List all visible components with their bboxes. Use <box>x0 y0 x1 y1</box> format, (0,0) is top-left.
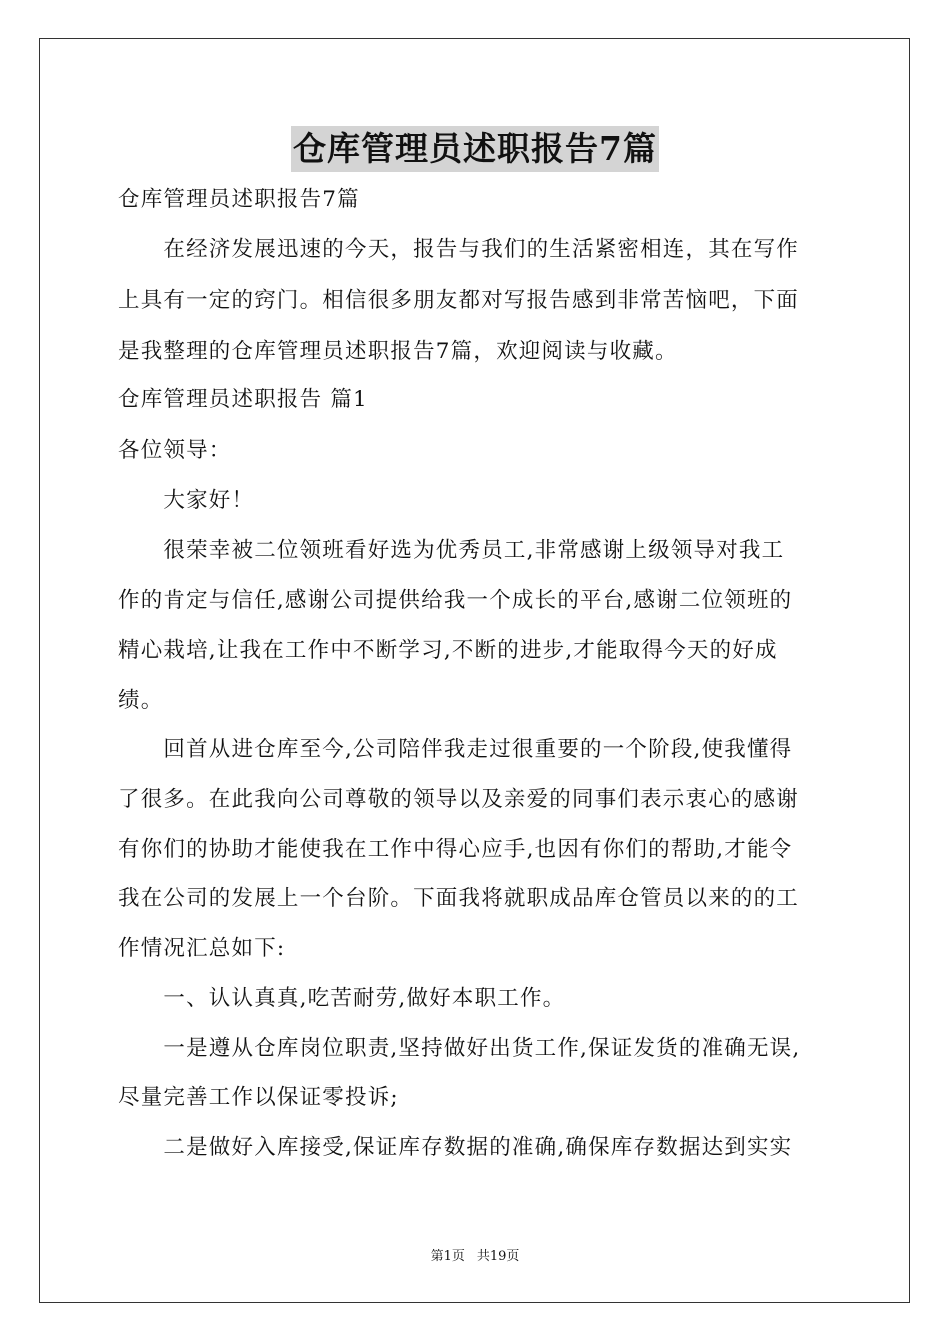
body-line: 在经济发展迅速的今天，报告与我们的生活紧密相连，其在写作 <box>118 237 800 262</box>
body-line: 回首从进仓库至今,公司陪伴我走过很重要的一个阶段,使我懂得 <box>118 737 793 762</box>
list-heading: 一、认认真真,吃苦耐劳,做好本职工作。 <box>118 986 566 1011</box>
salutation: 各位领导： <box>118 438 232 463</box>
body-line: 一是遵从仓库岗位职责,坚持做好出货工作,保证发货的准确无误, <box>118 1036 801 1061</box>
body-line: 有你们的协助才能使我在工作中得心应手,也因有你们的帮助,才能令 <box>118 837 793 862</box>
body-line: 绩。 <box>118 688 164 713</box>
section-heading: 仓库管理员述职报告 篇1 <box>118 387 368 412</box>
body-line: 作的肯定与信任,感谢公司提供给我一个成长的平台,感谢二位领班的 <box>118 588 793 613</box>
body-line: 了很多。在此我向公司尊敬的领导以及亲爱的同事们表示衷心的感谢 <box>118 787 800 812</box>
body-line: 精心栽培,让我在工作中不断学习,不断的进步,才能取得今天的好成 <box>118 638 778 663</box>
body-line: 很荣幸被二位领班看好选为优秀员工,非常感谢上级领导对我工 <box>118 538 785 563</box>
body-line: 尽量完善工作以保证零投诉; <box>118 1085 399 1110</box>
page-number: 第1页 <box>430 1249 465 1264</box>
body-line: 我在公司的发展上一个台阶。下面我将就职成品库仓管员以来的的工 <box>118 886 800 911</box>
page-total: 共19页 <box>476 1249 520 1264</box>
page-border <box>39 38 910 1303</box>
body-line: 是我整理的仓库管理员述职报告7篇，欢迎阅读与收藏。 <box>118 339 678 364</box>
document-title-wrap <box>0 126 950 172</box>
subtitle-line: 仓库管理员述职报告7篇 <box>118 187 360 212</box>
page-footer <box>0 1248 950 1266</box>
body-line: 上具有一定的窍门。相信很多朋友都对写报告感到非常苦恼吧，下面 <box>118 288 800 313</box>
body-line: 二是做好入库接受,保证库存数据的准确,确保库存数据达到实实 <box>118 1135 793 1160</box>
body-line: 作情况汇总如下: <box>118 936 286 961</box>
document-title: 仓库管理员述职报告7篇 <box>291 126 659 172</box>
greeting: 大家好！ <box>118 488 255 513</box>
